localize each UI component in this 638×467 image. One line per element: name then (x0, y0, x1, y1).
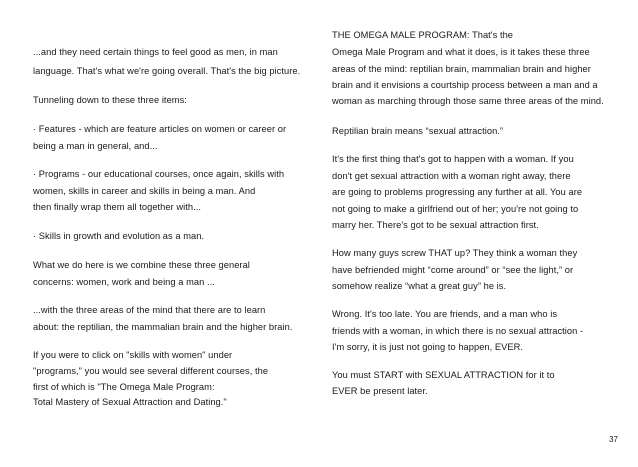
text-line: I'm sorry, it is just not going to happen, EVER. (332, 342, 524, 352)
text-line: somehow realize “what a great guy” he is. (332, 281, 507, 291)
text-line: It's the first thing that's got to happen with a woman. If you (332, 154, 574, 164)
text-line: · Programs - our educational courses, once again, skills with (33, 169, 285, 179)
page-number: 37 (609, 435, 618, 444)
text-line: How many guys screw THAT up? They think a woman they (332, 248, 578, 258)
text-line: woman as marching through those same three areas of the mind. (332, 96, 604, 106)
text-line: friends with a woman, in which there is no sexual attraction - (332, 326, 584, 336)
text-line: first of which is "The Omega Male Program: (33, 382, 215, 392)
text-line: areas of the mind: reptilian brain, mammalian brain and higher (332, 64, 591, 74)
text-line: language. That's what we're going overall. That's the big picture. (33, 66, 301, 76)
text-line: "programs," you would see several different courses, the (33, 366, 269, 376)
text-line: Omega Male Program and what it does, is it takes these three (332, 47, 590, 57)
text-line: don't get sexual attraction with a woman right away, there (332, 171, 571, 181)
text-line: Tunneling down to these three items: (33, 95, 187, 105)
text-line: have befriended might “come around” or “see the light,” or (332, 265, 574, 275)
text-line: are going to problems progressing any further at all. You are (332, 187, 583, 197)
text-line: THE OMEGA MALE PROGRAM: That's the (332, 30, 514, 40)
text-line: about: the reptilian, the mammalian brain and the higher brain. (33, 322, 293, 332)
text-line: Wrong. It's too late. You are friends, and a man who is (332, 309, 558, 319)
text-line: ...with the three areas of the mind that there are to learn (33, 305, 266, 315)
text-line: EVER be present later. (332, 386, 428, 396)
text-line: not going to make a girlfriend out of her; you're not going to (332, 204, 579, 214)
text-line: Reptilian brain means “sexual attraction.” (332, 126, 504, 136)
text-line: · Skills in growth and evolution as a man. (33, 231, 205, 241)
text-line: If you were to click on "skills with women" under (33, 350, 233, 360)
text-line: brain and it envisions a courtship process between a man and a (332, 80, 598, 90)
text-line: Total Mastery of Sexual Attraction and Dating." (33, 397, 227, 407)
text-line: What we do here is we combine these three general (33, 260, 250, 270)
text-line: women, skills in career and skills in being a man. And (33, 186, 256, 196)
text-line: then finally wrap them all together with... (33, 202, 202, 212)
text-line: marry her. There's got to be sexual attraction first. (332, 220, 539, 230)
text-line: concerns: women, work and being a man ... (33, 277, 215, 287)
text-line: being a man in general, and... (33, 141, 158, 151)
text-line: ...and they need certain things to feel good as men, in man (33, 47, 278, 57)
text-line: · Features - which are feature articles on women or career or (33, 124, 287, 134)
text-line: You must START with SEXUAL ATTRACTION for it to (332, 370, 555, 380)
